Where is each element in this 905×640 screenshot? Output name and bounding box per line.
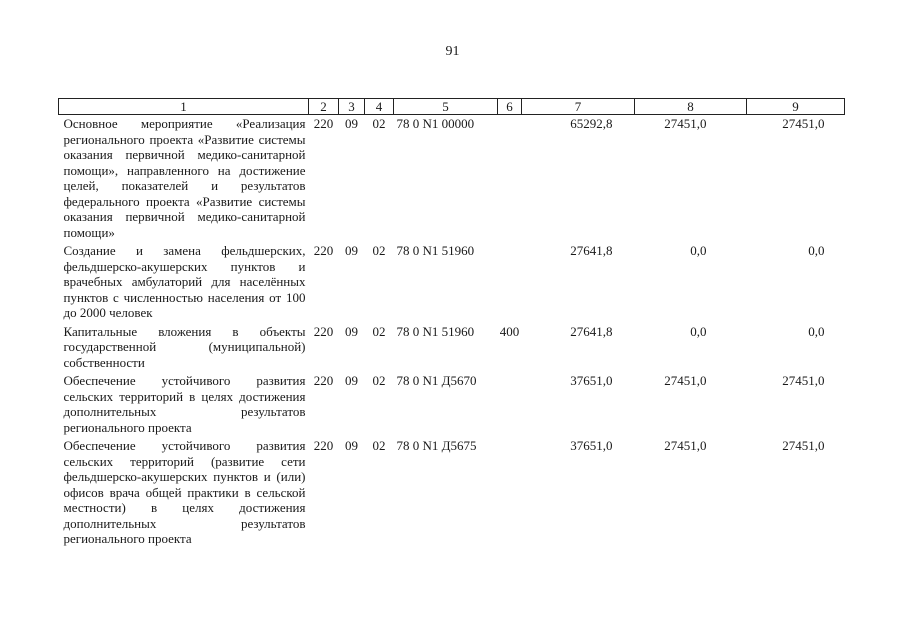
row-subsection-code: 02	[372, 373, 386, 388]
row-name: Обеспечение устойчивого развития сельских территорий в целях достижения дополнительных результатов регионального проекта	[63, 373, 306, 435]
table-row	[59, 372, 845, 437]
row-amount-3: 0,0	[808, 323, 825, 339]
row-amount-2: 0,0	[690, 243, 707, 258]
row-target-code: 78 0 N1 51960	[396, 243, 475, 258]
header-col-5: 5	[394, 99, 498, 115]
row-ministry-code: 220	[313, 116, 334, 131]
budget-table	[58, 98, 845, 547]
row-ministry-code: 220	[313, 323, 334, 339]
row-expense-type: 400	[499, 323, 520, 339]
header-col-3: 3	[339, 99, 365, 115]
row-expense-type	[498, 437, 522, 547]
row-amount-3: 27451,0	[782, 438, 825, 453]
row-section-code: 09	[345, 323, 358, 339]
row-section-code: 09	[345, 116, 358, 131]
row-amount-1: 27641,8	[570, 243, 613, 258]
row-section-code: 09	[345, 243, 358, 258]
table-row	[59, 437, 845, 547]
row-amount-1: 37651,0	[570, 373, 613, 388]
row-name: Основное мероприятие «Реализация регионального проекта «Развитие системы оказания первичной медико-санитарной помощи», направленного на достижение целей, показателей и результатов федерального проекта «Развитие системы оказания первичной медико-санитарной помощи»	[63, 116, 306, 240]
row-amount-3: 27451,0	[782, 373, 825, 388]
row-target-code: 78 0 N1 00000	[396, 116, 475, 131]
row-target-code: 78 0 N1 Д5670	[396, 373, 477, 388]
header-col-6: 6	[498, 99, 522, 115]
row-subsection-code: 02	[372, 438, 386, 453]
header-col-1: 1	[59, 99, 309, 115]
page-number: 91	[445, 44, 460, 59]
header-col-4: 4	[365, 99, 394, 115]
row-target-code: 78 0 N1 51960	[396, 323, 475, 339]
table-row	[59, 115, 845, 243]
row-subsection-code: 02	[372, 323, 386, 339]
row-amount-2: 27451,0	[664, 373, 707, 388]
row-target-code: 78 0 N1 Д5675	[396, 438, 477, 453]
row-subsection-code: 02	[372, 243, 386, 258]
header-col-8: 8	[635, 99, 747, 115]
row-amount-3: 27451,0	[782, 116, 825, 131]
row-section-code: 09	[345, 438, 358, 453]
row-name: Обеспечение устойчивого развития сельских территорий (развитие сети фельдшерско-акушерских пунктов и (или) офисов врача общей практики в сельской местности) в целях достижения дополнительных результатов регионального проекта	[63, 438, 306, 546]
table-row	[59, 323, 845, 373]
table-row	[59, 242, 845, 323]
row-ministry-code: 220	[313, 373, 334, 388]
header-col-2: 2	[309, 99, 339, 115]
row-ministry-code: 220	[313, 243, 334, 258]
row-section-code: 09	[345, 373, 358, 388]
row-ministry-code: 220	[313, 438, 334, 453]
row-subsection-code: 02	[372, 116, 386, 131]
row-amount-3: 0,0	[808, 243, 825, 258]
row-amount-1: 65292,8	[570, 116, 613, 131]
row-name: Капитальные вложения в объекты государственной (муниципальной) собственности	[63, 323, 306, 370]
row-amount-2: 27451,0	[664, 438, 707, 453]
header-col-9: 9	[747, 99, 845, 115]
row-amount-1: 27641,8	[570, 323, 613, 339]
row-amount-2: 0,0	[690, 323, 707, 339]
row-name: Создание и замена фельдшерских, фельдшерско-акушерских пунктов и врачебных амбулаторий для населённых пунктов с численностью населения от 100 до 2000 человек	[63, 243, 306, 320]
row-expense-type	[498, 242, 522, 323]
row-amount-2: 27451,0	[664, 116, 707, 131]
header-col-7: 7	[522, 99, 635, 115]
row-amount-1: 37651,0	[570, 438, 613, 453]
row-expense-type	[498, 372, 522, 437]
row-expense-type	[498, 115, 522, 243]
header-row	[59, 99, 845, 115]
